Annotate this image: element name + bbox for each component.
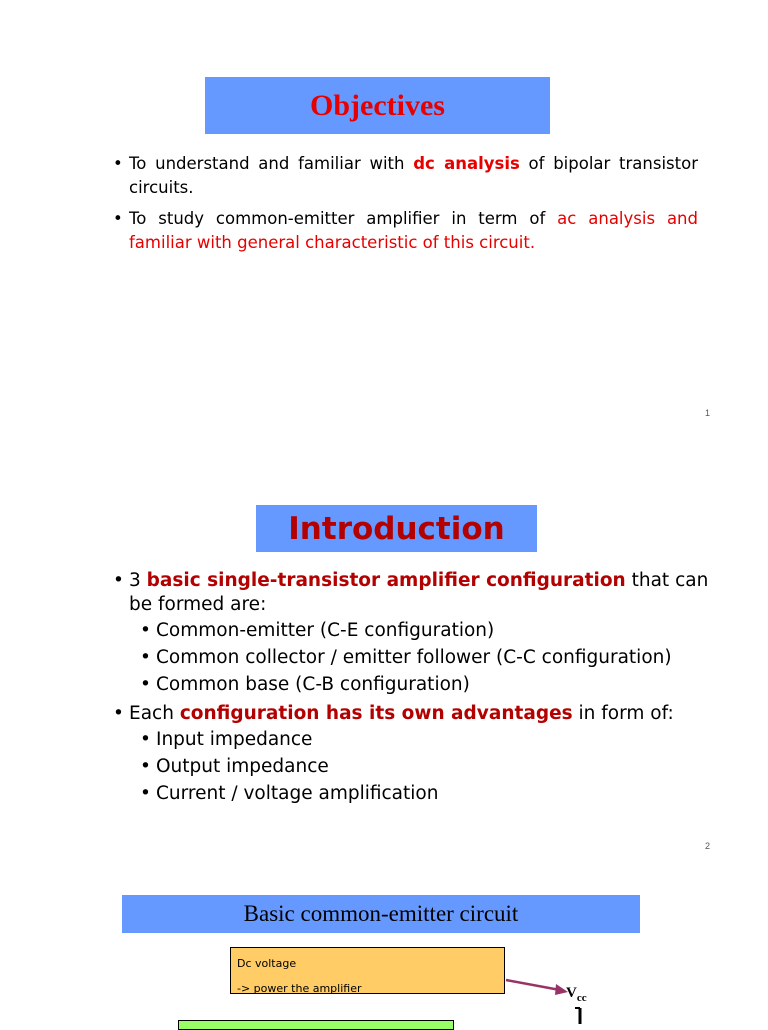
- power-amplifier-label: -> power the amplifier: [237, 982, 362, 995]
- objectives-bullet-list: [113, 152, 698, 262]
- callout-arrow-line: [506, 980, 560, 990]
- configurations-highlight: basic single-transistor amplifier configuration: [146, 570, 626, 591]
- advantage-item-amplification: • Current / voltage amplification: [113, 780, 713, 807]
- page-number-1: 1: [705, 408, 711, 418]
- advantage-item-output-impedance: • Output impedance: [113, 753, 713, 780]
- green-callout-box: [178, 1020, 454, 1030]
- dc-voltage-label: Dc voltage: [237, 957, 297, 970]
- objectives-title: Objectives: [310, 88, 445, 122]
- config-item-common-base: • Common base (C-B configuration): [113, 671, 713, 698]
- config-item-common-collector: • Common collector / emitter follower (C-C configuration): [113, 644, 713, 671]
- introduction-title: Introduction: [288, 510, 505, 547]
- config-item-common-emitter: • Common-emitter (C-E configuration): [113, 617, 713, 644]
- dc-analysis-highlight: dc analysis: [413, 154, 520, 173]
- objectives-bullet-dc: • To understand and familiar with dc analysis of bipolar transistor circuits.: [113, 152, 698, 200]
- page-number-2: 2: [705, 841, 711, 851]
- common-emitter-title-box: [122, 895, 640, 933]
- common-emitter-title: Basic common-emitter circuit: [243, 901, 519, 926]
- ac-analysis-highlight: ac analysis and familiar with general characteristic of this circuit.: [129, 209, 698, 252]
- vcc-label: $V_{cc}$: [566, 985, 587, 1004]
- intro-bullet-advantages: • Each configuration has its own advantages in form of:: [113, 702, 713, 726]
- dc-voltage-callout: [230, 947, 505, 994]
- introduction-bullet-list: [113, 569, 713, 807]
- intro-bullet-configurations: • 3 basic single-transistor amplifier configuration that can be formed are:: [113, 569, 713, 617]
- advantage-item-input-impedance: • Input impedance: [113, 726, 713, 753]
- objectives-title-box: [205, 77, 550, 134]
- introduction-title-box: [256, 505, 537, 552]
- advantages-highlight: configuration has its own advantages: [179, 703, 573, 724]
- objectives-bullet-ac: • To study common-emitter amplifier in term of ac analysis and familiar with general characteristic of this circuit.: [113, 207, 698, 255]
